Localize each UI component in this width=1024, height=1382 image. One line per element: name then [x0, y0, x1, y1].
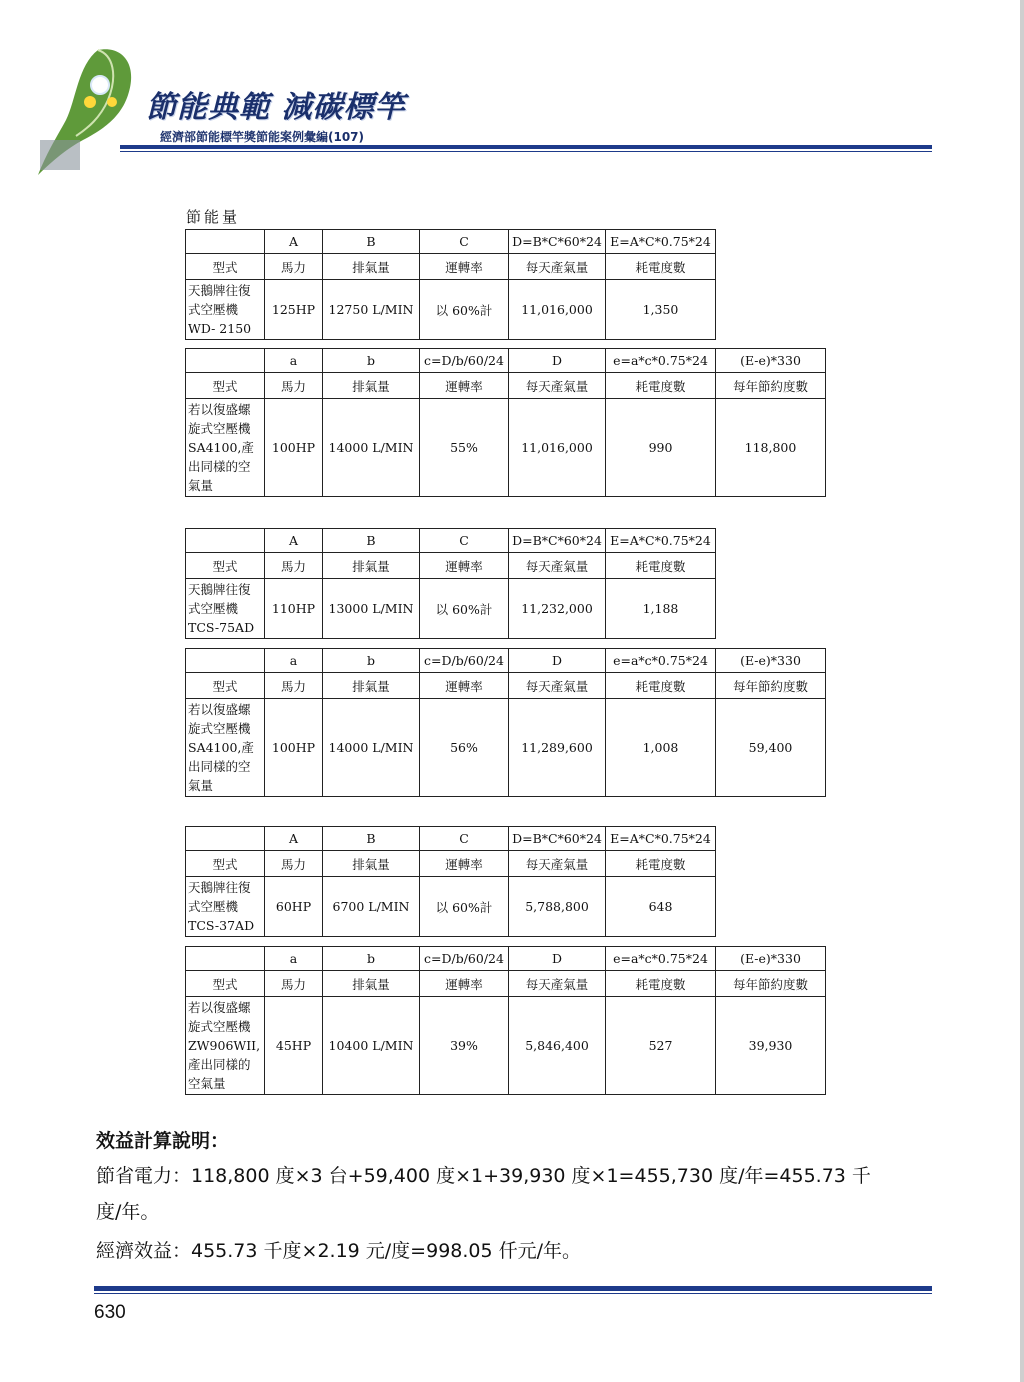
table-cell: e=a*c*0.75*24	[606, 947, 716, 971]
table-cell: 馬力	[265, 254, 323, 280]
model-cell: 若以復盛螺旋式空壓機SA4100,產出同樣的空氣量	[186, 699, 265, 797]
table-cell: B	[323, 827, 420, 851]
model-cell: 若以復盛螺旋式空壓機ZW906WII,產出同樣的空氣量	[186, 997, 265, 1095]
table-cell: 11,016,000	[509, 280, 606, 340]
table-cell: 以 60%計	[420, 579, 509, 639]
table-cell: C	[420, 529, 509, 553]
table-cell: A	[265, 529, 323, 553]
formula-row	[186, 230, 716, 254]
data-row	[186, 997, 826, 1095]
footer-rule-thin	[94, 1293, 932, 1294]
table-cell: E=A*C*0.75*24	[606, 529, 716, 553]
table-cell: 排氣量	[323, 553, 420, 579]
label-row	[186, 553, 716, 579]
explanation-line-2: 度/年。	[96, 1201, 160, 1223]
table-cell: A	[265, 827, 323, 851]
table-cell: a	[265, 649, 323, 673]
table-cell: 馬力	[265, 971, 323, 997]
explanation-line-3: 經濟效益：455.73 千度×2.19 元/度=998.05 仟元/年。	[96, 1240, 582, 1262]
table-cell: A	[265, 230, 323, 254]
table-cell: D	[509, 649, 606, 673]
table-cell: 5,788,800	[509, 877, 606, 937]
table-cell: 耗電度數	[606, 851, 716, 877]
page-number: 630	[94, 1302, 126, 1323]
table-cell: 990	[606, 399, 716, 497]
table-cell: 型式	[186, 373, 265, 399]
table-cell: 11,232,000	[509, 579, 606, 639]
table-cell: 10400 L/MIN	[323, 997, 420, 1095]
table-cell: 每年節約度數	[716, 373, 826, 399]
table-cell	[186, 649, 265, 673]
table-cell: e=a*c*0.75*24	[606, 349, 716, 373]
table-cell: (E-e)*330	[716, 947, 826, 971]
table-cell: B	[323, 230, 420, 254]
table-cell: D=B*C*60*24	[509, 827, 606, 851]
table-cell: 馬力	[265, 673, 323, 699]
data-row	[186, 877, 716, 937]
energy-table-4	[185, 648, 826, 797]
model-cell: 天鵝牌往復式空壓機TCS-75AD	[186, 579, 265, 639]
explanation-line-1: 節省電力：118,800 度×3 台+59,400 度×1+39,930 度×1=455,730 度/年=455.73 千	[96, 1165, 871, 1187]
table-cell: 每年節約度數	[716, 971, 826, 997]
table-cell: 每天產氣量	[509, 373, 606, 399]
energy-table-2	[185, 348, 826, 497]
table-cell: 5,846,400	[509, 997, 606, 1095]
header-rule-thin	[120, 151, 932, 152]
table-cell: 每天產氣量	[509, 851, 606, 877]
table-cell: 排氣量	[323, 851, 420, 877]
table-cell: (E-e)*330	[716, 349, 826, 373]
data-row	[186, 699, 826, 797]
footer-rule	[94, 1286, 932, 1291]
header-logo	[28, 40, 148, 180]
formula-row	[186, 529, 716, 553]
formula-row	[186, 649, 826, 673]
label-row	[186, 373, 826, 399]
table-cell: D	[509, 947, 606, 971]
label-row	[186, 673, 826, 699]
table-cell: 125HP	[265, 280, 323, 340]
header-rule	[120, 145, 932, 149]
energy-table-5	[185, 826, 716, 937]
table-cell: D=B*C*60*24	[509, 230, 606, 254]
table-cell: 型式	[186, 254, 265, 280]
table-cell: 耗電度數	[606, 971, 716, 997]
table-cell	[186, 529, 265, 553]
table-cell: 39%	[420, 997, 509, 1095]
table-cell: 59,400	[716, 699, 826, 797]
table-cell: 12750 L/MIN	[323, 280, 420, 340]
header-title: 節能典範 減碳標竿	[146, 90, 406, 125]
table-cell: 56%	[420, 699, 509, 797]
table-cell: 耗電度數	[606, 673, 716, 699]
table-cell: 耗電度數	[606, 553, 716, 579]
table-cell: 馬力	[265, 851, 323, 877]
table-cell	[186, 947, 265, 971]
table-cell: 馬力	[265, 373, 323, 399]
table-cell: 每天產氣量	[509, 553, 606, 579]
table-cell: 14000 L/MIN	[323, 399, 420, 497]
table-cell: b	[323, 947, 420, 971]
formula-row	[186, 827, 716, 851]
formula-row	[186, 349, 826, 373]
table-cell: 1,188	[606, 579, 716, 639]
energy-table-1	[185, 229, 716, 340]
table-cell: 以 60%計	[420, 877, 509, 937]
table-cell: b	[323, 349, 420, 373]
table-cell: 每天產氣量	[509, 673, 606, 699]
table-cell: 排氣量	[323, 673, 420, 699]
table-cell: 型式	[186, 553, 265, 579]
formula-row	[186, 947, 826, 971]
table-cell: 馬力	[265, 553, 323, 579]
table-cell: c=D/b/60/24	[420, 649, 509, 673]
table-cell: 運轉率	[420, 673, 509, 699]
table-cell: 11,016,000	[509, 399, 606, 497]
table-cell: 1,008	[606, 699, 716, 797]
energy-table-6	[185, 946, 826, 1095]
table-cell: 型式	[186, 673, 265, 699]
table-cell: 排氣量	[323, 971, 420, 997]
table-cell: 運轉率	[420, 553, 509, 579]
data-row	[186, 280, 716, 340]
section-label: 節能量	[186, 208, 241, 226]
table-cell: 60HP	[265, 877, 323, 937]
model-cell: 天鵝牌往復式空壓機WD- 2150	[186, 280, 265, 340]
table-cell: 45HP	[265, 997, 323, 1095]
table-cell: (E-e)*330	[716, 649, 826, 673]
label-row	[186, 851, 716, 877]
table-cell: 耗電度數	[606, 373, 716, 399]
table-cell: 運轉率	[420, 254, 509, 280]
table-cell: 11,289,600	[509, 699, 606, 797]
table-cell: C	[420, 827, 509, 851]
table-cell: 100HP	[265, 399, 323, 497]
page-edge	[1020, 0, 1024, 1382]
table-cell: 每年節約度數	[716, 673, 826, 699]
table-cell: 527	[606, 997, 716, 1095]
table-cell	[186, 827, 265, 851]
table-cell: B	[323, 529, 420, 553]
table-cell: E=A*C*0.75*24	[606, 230, 716, 254]
table-cell: D	[509, 349, 606, 373]
label-row	[186, 254, 716, 280]
table-cell: 13000 L/MIN	[323, 579, 420, 639]
table-cell: 型式	[186, 851, 265, 877]
table-cell: e=a*c*0.75*24	[606, 649, 716, 673]
table-cell: 運轉率	[420, 373, 509, 399]
table-cell: 1,350	[606, 280, 716, 340]
table-cell: 110HP	[265, 579, 323, 639]
table-cell: c=D/b/60/24	[420, 349, 509, 373]
table-cell	[186, 349, 265, 373]
table-cell: a	[265, 349, 323, 373]
table-cell: 型式	[186, 971, 265, 997]
header-subtitle: 經濟部節能標竿獎節能案例彙編(107)	[160, 130, 365, 144]
energy-table-3	[185, 528, 716, 639]
label-row	[186, 971, 826, 997]
table-cell: b	[323, 649, 420, 673]
leaf-globe-icon	[28, 40, 148, 180]
table-cell: 耗電度數	[606, 254, 716, 280]
table-cell: 排氣量	[323, 254, 420, 280]
model-cell: 天鵝牌往復式空壓機TCS-37AD	[186, 877, 265, 937]
table-cell: 100HP	[265, 699, 323, 797]
table-cell: E=A*C*0.75*24	[606, 827, 716, 851]
data-row	[186, 399, 826, 497]
table-cell: 39,930	[716, 997, 826, 1095]
table-cell: D=B*C*60*24	[509, 529, 606, 553]
table-cell: 55%	[420, 399, 509, 497]
table-cell: 運轉率	[420, 851, 509, 877]
explanation-heading: 效益計算說明：	[96, 1130, 230, 1152]
table-cell: 6700 L/MIN	[323, 877, 420, 937]
model-cell: 若以復盛螺旋式空壓機SA4100,產出同樣的空氣量	[186, 399, 265, 497]
table-cell: 每天產氣量	[509, 254, 606, 280]
table-cell: 648	[606, 877, 716, 937]
table-cell: 14000 L/MIN	[323, 699, 420, 797]
table-cell: 118,800	[716, 399, 826, 497]
table-cell: 運轉率	[420, 971, 509, 997]
table-cell: 每天產氣量	[509, 971, 606, 997]
data-row	[186, 579, 716, 639]
table-cell: 以 60%計	[420, 280, 509, 340]
table-cell	[186, 230, 265, 254]
table-cell: c=D/b/60/24	[420, 947, 509, 971]
table-cell: 排氣量	[323, 373, 420, 399]
table-cell: a	[265, 947, 323, 971]
table-cell: C	[420, 230, 509, 254]
